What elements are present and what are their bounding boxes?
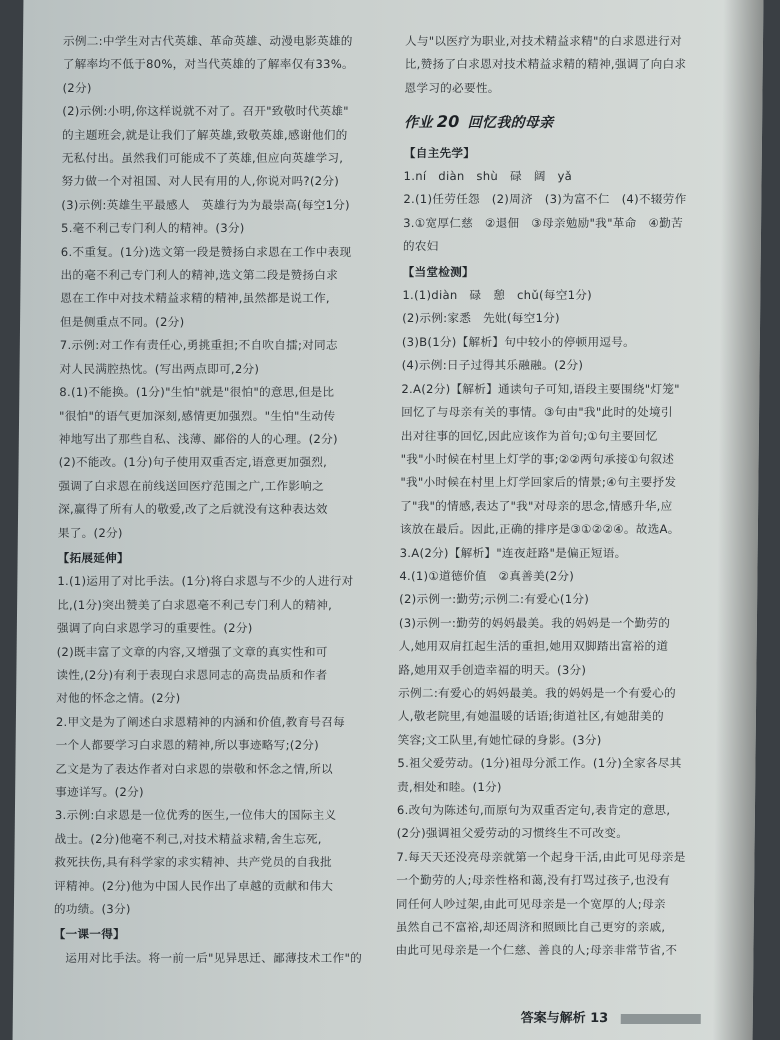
text-line: 读性,(2分)有利于表现白求恩同志的高贵品质和作者 (56, 667, 328, 682)
assignment-title (404, 110, 724, 135)
page-footer (521, 1007, 701, 1026)
book-page (13, 0, 764, 1040)
text-line: (2分) (62, 80, 92, 95)
right-column (395, 30, 725, 963)
section-heading: 【一课一得】 (53, 927, 126, 942)
text-line: 事迹详写。(2分) (55, 785, 144, 799)
footer-label: 答案与解析 (520, 1011, 586, 1026)
text-line: 恩学习的必要性。 (404, 80, 500, 95)
text-line: 出的毫不利己专门利人的精神,选文第二段是赞扬白求 (60, 268, 339, 283)
text-line: 对他的怀念之情。(2分) (56, 691, 181, 706)
text-line: 5.毫不利己专门利人的精神。(3分) (60, 221, 245, 236)
text-line: 一个勤劳的人;母亲性格和蔼,没有打骂过孩子,也没有 (396, 873, 671, 888)
text-line: (3)示例:英雄生平最感人 英雄行为为最崇高(每空1分) (61, 197, 350, 212)
text-line: (2)既丰富了文章的内容,又增强了文章的真实性和可 (56, 644, 328, 659)
page-number: 13 (590, 1011, 609, 1026)
footer-bar (621, 1014, 701, 1024)
text-line: 回忆了与母亲有关的事情。③句由"我"此时的处境引 (401, 405, 673, 420)
text-line: 救死扶伤,具有科学家的求实精神、共产党员的自我批 (54, 855, 333, 870)
text-line: 恩在工作中对技术精益求精的精神,虽然都是说工作, (60, 291, 331, 306)
text-line: 7.每天天还没亮母亲就第一个起身干活,由此可见母亲是 (396, 849, 686, 864)
text-line: 3.①宽厚仁慈 ②退佃 ③母亲勉励"我"革命 ④勤苦 (403, 215, 683, 230)
text-line: 神地写出了那些自私、浅薄、鄙俗的人的心理。(2分) (58, 431, 338, 446)
text-line: 果了。(2分) (57, 525, 123, 540)
text-line: 比,(1分)突出赞美了白求恩毫不利己专门利人的精神, (57, 597, 333, 612)
text-line: 虽然自己不富裕,却还周济和照顾比自己更穷的亲戚, (395, 920, 666, 935)
text-line: 1.(1)运用了对比手法。(1分)将白求恩与不少的人进行对 (57, 574, 354, 589)
text-line: 8.(1)不能换。(1分)"生怕"就是"很怕"的意思,但是比 (59, 385, 335, 400)
text-line: 4.(1)①道德价值 ②真善美(2分) (399, 568, 575, 583)
text-line: 6.改句为陈述句,而原句为双重否定句,表肯定的意思, (396, 803, 671, 817)
text-line: 了解率均不低于80%，对当代英雄的了解率仅有33%。 (62, 57, 355, 72)
text-line: 评精神。(2分)他为中国人民作出了卓越的贡献和伟大 (54, 878, 334, 893)
text-line: 6.不重复。(1分)选文第一段是赞扬白求恩在工作中表现 (60, 244, 352, 259)
text-line: 一个人都要学习白求恩的精神,所以事迹略写;(2分) (55, 738, 320, 753)
text-line: 强调了白求恩在前线送回医疗范围之广,工作影响之 (58, 478, 325, 493)
text-line: (3)示例一:勤劳的妈妈最美。我的妈妈是一个勤劳的 (398, 615, 671, 630)
assignment-name: 回忆我的母亲 (467, 115, 554, 132)
text-line: 乙文是为了表达作者对白求恩的崇敬和怀念之情,所以 (55, 761, 334, 776)
text-line: 示例二:有爱心的妈妈最美。我的妈妈是一个有爱心的 (398, 685, 677, 700)
text-line: 人与"以医疗为职业,对技术精益求精"的白求恩进行对 (404, 34, 683, 48)
text-line: 该放在最后。因此,正确的排序是③①②②④。故选A。 (399, 522, 680, 537)
text-line: 人,敬老院里,有她温暖的话语;街道社区,有她甜美的 (397, 709, 664, 724)
text-line: 2.甲文是为了阐述白求恩精神的内涵和价值,教育号召每 (55, 714, 346, 729)
text-line: 2.A(2分)【解析】通读句子可知,语段主要围绕"灯笼" (401, 381, 680, 396)
text-line: "很怕"的语气更加深刻,感情更加强烈。"生怕"生动传 (59, 408, 336, 423)
assignment-label: 作业 (404, 115, 433, 132)
text-line: 路,她用双手创造幸福的明天。(3分) (398, 662, 587, 677)
text-line: 3.示例:白求恩是一位优秀的医生,一位伟大的国际主义 (54, 808, 337, 823)
text-line: 笑容;文工队里,有她忙碌的身影。(3分) (397, 732, 602, 747)
text-line: 2.(1)任劳任怨 (2)周济 (3)为富不仁 (4)不辍劳作 (403, 192, 687, 207)
text-line: 强调了向白求恩学习的重要性。(2分) (56, 621, 253, 636)
text-line: 无私付出。虽然我们可能成不了英雄,但应向英雄学习, (61, 151, 344, 166)
text-line: 了"我"的情感,表达了"我"对母亲的思念,情感升华,应 (400, 498, 673, 513)
text-line: 运用对比手法。将一前一后"见异思迁、鄙薄技术工作"的 (53, 950, 363, 965)
text-line: 战士。(2分)他毫不利己,对技术精益求精,舍生忘死, (54, 831, 322, 846)
text-line: 3.A(2分)【解析】"连夜赶路"是偏正短语。 (399, 545, 627, 560)
text-line: "我"小时候在村里上灯学回家后的情景;④句主要抒发 (400, 475, 677, 490)
text-line: 的功绩。(3分) (53, 902, 131, 917)
text-line: (2)示例一:勤劳;示例二:有爱心(1分) (399, 592, 590, 607)
text-line: 的农妇 (402, 239, 439, 254)
text-line: 1.ní diàn shù 碌 阔 yǎ (403, 169, 573, 184)
text-line: 努力做一个对祖国、对人民有用的人,你说对吗?(2分) (61, 174, 340, 189)
section-heading: 【当堂检测】 (402, 264, 475, 279)
text-line: (2)示例:小明,你这样说就不对了。召开"致敬时代英雄" (62, 104, 349, 119)
section-heading: 【自主先学】 (403, 145, 476, 160)
text-line: 1.(1)diàn 碌 憩 chǔ(每空1分) (402, 288, 593, 303)
text-line: 比,赞扬了白求恩对技术精益求精的精神,强调了向白求 (404, 57, 687, 72)
text-line: 由此可见母亲是一个仁慈、善良的人;母亲非常节省,不 (395, 943, 678, 958)
assignment-number: 20 (436, 112, 460, 132)
text-line: (2)不能改。(1分)句子使用双重否定,语意更加强烈, (58, 455, 328, 470)
text-line: 责,相处和睦。(1分) (397, 779, 502, 794)
text-line: 同任何人吵过架,由此可见母亲是一个宽厚的人;母亲 (395, 896, 666, 911)
section-heading: 【拓展延伸】 (57, 550, 130, 565)
text-line: 的主题班会,就是让我们了解英雄,致敬英雄,感谢他们的 (61, 127, 348, 142)
text-line: 但是侧重点不同。(2分) (60, 314, 185, 329)
text-line: (4)示例:日子过得其乐融融。(2分) (401, 358, 584, 373)
text-line: (2分)强调祖父爱劳动的习惯终生不可改变。 (396, 826, 629, 841)
text-line: 深,赢得了所有人的敬爱,改了之后就没有这种表达效 (58, 502, 328, 517)
text-line: 人,她用双肩扛起生活的重担,她用双脚踏出富裕的道 (398, 639, 669, 654)
left-column (53, 30, 381, 970)
text-line: 对人民满腔热忱。(写出两点即可,2分) (59, 361, 260, 376)
text-line: (3)B(1分)【解析】句中较小的停顿用逗号。 (401, 334, 636, 349)
text-line: 出对往事的回忆,因此应该作为首句;①句主要回忆 (400, 428, 658, 443)
text-line: (2)示例:家悉 先妣(每空1分) (402, 311, 560, 326)
text-line: 5.祖父爱劳动。(1分)祖母分派工作。(1分)全家各尽其 (397, 756, 682, 771)
text-line: "我"小时候在村里上灯学的事;②②两句承接①句叙述 (400, 451, 675, 466)
text-line: 7.示例:对工作有责任心,勇挑重担;不自吹自擂;对同志 (59, 338, 338, 353)
text-line: 示例二:中学生对古代英雄、革命英雄、动漫电影英雄的 (62, 34, 353, 48)
